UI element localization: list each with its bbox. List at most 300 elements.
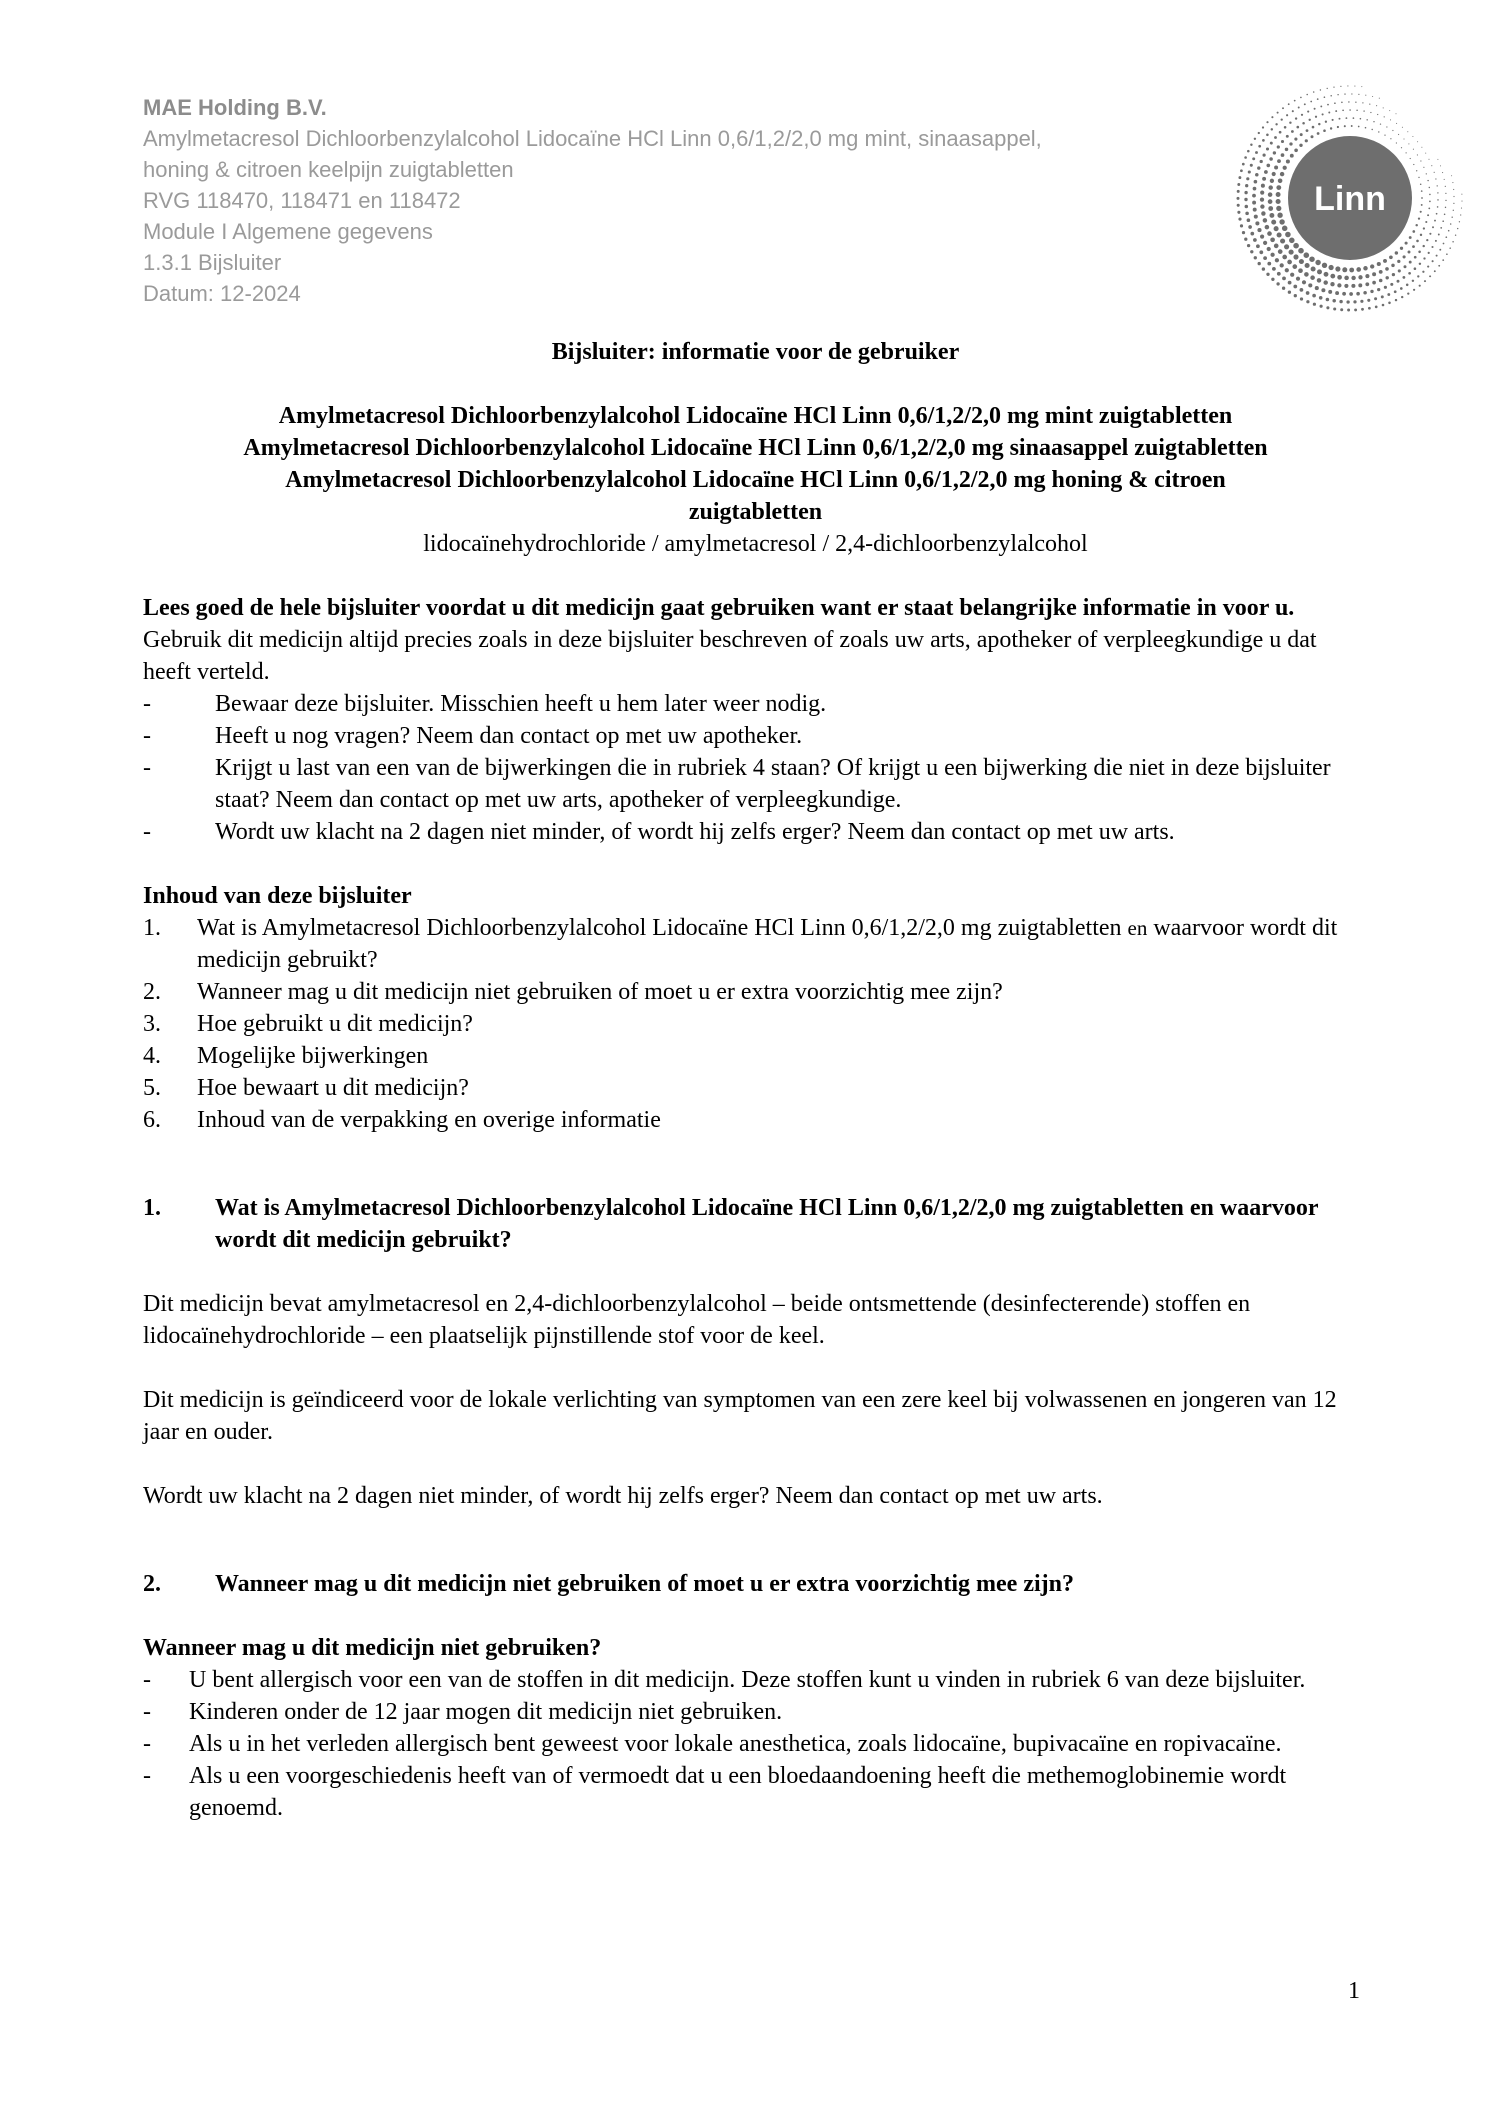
logo-dot [1282,287,1285,290]
logo-dot [1289,238,1295,244]
logo-dot [1412,230,1415,233]
logo-dot [1300,297,1303,300]
logo-dot [1257,228,1261,232]
logo-dot [1317,98,1319,100]
logo-dot [1398,269,1401,272]
logo-dot [1416,170,1417,171]
logo-dot [1403,138,1404,139]
logo-dot [1307,111,1309,113]
logo-dot [1437,199,1439,201]
logo-dot [1377,288,1380,291]
logo-dot [1435,178,1436,179]
logo-dot [1432,226,1434,228]
logo-dot [1253,238,1257,242]
logo-dot [1356,267,1361,272]
logo-dot [1390,283,1393,286]
logo-dot [1308,283,1312,287]
logo-dot [1421,204,1423,206]
logo-dot [1461,194,1462,195]
logo-dot [1406,152,1407,153]
logo-dot [1262,177,1266,181]
logo-dot [1379,279,1383,283]
intro-warning: Lees goed de hele bijsluiter voordat u dit medicijn gaat gebruiken want er staat belangrijke informatie in voor u. [143,595,1295,621]
logo-dot [1255,221,1259,225]
logo-dot [1262,126,1264,128]
logo-dot [1453,196,1454,197]
logo-dot [1333,307,1336,310]
logo-dot [1268,192,1273,197]
logo-dot [1388,302,1391,305]
logo-dot [1268,185,1272,189]
logo-dot [1296,126,1299,129]
logo-dot [1358,126,1360,128]
logo-dot [1400,247,1403,250]
logo-dot [1320,105,1322,107]
dash-marker: - [143,723,151,749]
logo-dot [1294,100,1296,102]
logo-dot [1345,117,1347,119]
logo-dot [1304,272,1309,277]
logo-dot [1384,286,1387,289]
logo-dot [1244,198,1247,201]
dash-marker: - [143,1731,151,1757]
logo-dot [1394,290,1397,293]
logo-dot [1429,201,1431,203]
intro-text: Gebruik dit medicijn altijd precies zoals in deze bijsluiter beschreven of zoals uw arts, apotheker of verpleegkundige u dat heeft verteld. [143,627,1317,685]
logo-dot [1385,267,1389,271]
logo-dot [1445,193,1446,194]
logo-dot [1277,112,1279,114]
logo-dot [1395,251,1398,254]
logo-dot [1285,148,1288,151]
logo-dot [1413,289,1415,291]
header-date: Datum: 12-2024 [143,281,301,306]
logo-dot [1376,105,1377,106]
logo-dot [1443,243,1445,245]
logo-dot [1344,125,1346,127]
list-item-text: U bent allergisch voor een van de stoffen in dit medicijn. Deze stoffen kunt u vinden in rubriek 6 van deze bijsluiter. [189,1667,1306,1693]
logo-dot [1274,244,1279,249]
logo-dot [1372,281,1376,285]
logo-dot [1349,109,1351,111]
logo-dot [1244,156,1247,159]
logo-dot [1406,284,1409,287]
logo-dot [1369,103,1370,104]
item-text: Hoe gebruikt u dit medicijn? [197,1011,473,1037]
logo-dot [1347,309,1350,312]
logo-dot [1257,166,1260,169]
logo-dot [1404,265,1407,268]
logo-dot [1278,249,1283,254]
logo-dot [1299,144,1302,147]
logo-dot [1267,262,1271,266]
contents-list [143,912,1368,1136]
logo-dot [1384,134,1385,135]
logo-dot [1360,300,1363,303]
logo-dot [1377,114,1378,115]
item-text: Mogelijke bijwerkingen [197,1043,429,1069]
logo-dot [1337,275,1342,280]
logo-dot [1309,256,1315,262]
logo-dot [1372,272,1376,276]
logo-dot [1289,142,1292,145]
logo-dot [1304,252,1310,258]
logo-dot [1240,224,1243,227]
logo-dot [1429,194,1431,196]
logo-dot [1266,273,1269,276]
logo-dot [1282,107,1284,109]
logo-dot [1261,211,1265,215]
logo-dot [1432,260,1434,262]
logo-dot [1250,232,1254,236]
logo-dot [1437,159,1438,160]
logo-dot [1306,291,1310,295]
logo-dot [1291,130,1294,133]
logo-dot [1407,131,1408,132]
logo-dot [1271,278,1274,281]
logo-dot [1306,129,1309,132]
logo-dot [1407,292,1409,294]
logo-dot [1266,134,1269,137]
dash-marker: - [143,1763,151,1789]
item-text-continued: waarvoor wordt dit medicijn gebruikt? [197,915,1338,973]
logo-dot [1277,145,1280,148]
logo-dot [1317,269,1322,274]
logo-dot [1256,244,1260,248]
logo-dot [1344,93,1345,94]
logo-dot [1275,258,1279,262]
logo-dot [1446,253,1448,255]
logo-dot [1461,208,1462,209]
logo-dot [1298,268,1303,273]
section-1-paragraph-2: Dit medicijn is geïndiceerd voor de lokale verlichting van symptomen van een zere keel bij volwassenen en jongeren van 12 jaar en ouder. [143,1387,1337,1445]
logo-dot [1396,142,1397,143]
logo-dot [1346,300,1349,303]
logo-dot [1378,131,1379,132]
logo-dot [1302,122,1305,125]
logo-dot [1270,253,1274,257]
logo-dot [1417,275,1419,277]
dash-marker: - [143,1699,151,1725]
logo-dot [1429,275,1431,277]
contents-item-6 [143,1104,1368,1136]
contents-item-5 [143,1072,1368,1104]
page-number: 1 [1348,1978,1360,2004]
logo-dot [1403,255,1406,258]
logo-dot [1342,267,1347,272]
logo-dot [1254,138,1256,140]
logo-dot [1282,226,1288,232]
logo-dot [1283,166,1287,170]
logo-dot [1319,296,1323,300]
logo-dot [1400,287,1403,290]
logo-dot [1361,86,1362,87]
logo-dot [1365,127,1367,129]
logo-dot [1261,184,1265,188]
logo-text: Linn [1314,180,1386,218]
logo-dot [1438,234,1440,236]
logo-dot [1431,165,1432,166]
linn-logo-graphic [1230,78,1470,318]
logo-dot [1348,101,1349,102]
logo-dot [1382,304,1385,307]
logo-dot [1332,299,1335,302]
logo-dot [1295,117,1297,119]
logo-dot [1274,166,1278,170]
logo-dot [1347,85,1348,86]
logo-dot [1286,114,1288,116]
logo-dot [1337,126,1339,128]
logo-dot [1326,298,1330,302]
logo-dot [1424,280,1426,282]
intro-bullet-list [143,688,1368,848]
logo-dot [1353,300,1356,303]
logo-dot [1244,238,1247,241]
logo-dot [1266,147,1269,150]
logo-dot [1409,236,1412,239]
list-item [143,1728,1368,1760]
logo-dot [1246,177,1249,180]
logo-dot [1286,135,1289,138]
logo-dot [1324,272,1329,277]
logo-dot [1437,206,1439,208]
logo-dot [1264,170,1268,174]
logo-dot [1277,272,1281,276]
logo-dot [1285,268,1289,272]
logo-dot [1237,211,1240,214]
logo-dot [1418,251,1421,254]
logo-dot [1426,239,1428,241]
logo-dot [1268,199,1273,204]
logo-dot [1245,184,1248,187]
logo-dot [1355,102,1356,103]
logo-dot [1442,259,1444,261]
logo-dot [1282,277,1286,281]
logo-dot [1259,250,1263,254]
logo-dot [1276,192,1281,197]
logo-dot [1387,293,1390,296]
logo-dot [1413,149,1414,150]
logo-dot [1418,177,1419,178]
item-text: Inhoud van de verpakking en overige informatie [197,1107,661,1133]
logo-dot [1460,214,1461,215]
logo-dot [1315,260,1320,265]
item-text: Wat is Amylmetacresol Dichloorbenzylalcohol Lidocaïne HCl Linn 0,6/1,2/2,0 mg zuigtabletten [197,915,1122,941]
logo-dot [1263,154,1266,157]
logo-dot [1417,154,1418,155]
logo-dot [1425,153,1426,154]
logo-dot [1384,116,1385,117]
logo-dot [1328,290,1332,294]
logo-dot [1315,286,1319,290]
logo-dot [1262,267,1265,270]
logo-dot [1455,234,1456,235]
logo-dot [1304,103,1306,105]
logo-dot [1317,278,1322,283]
logo-dot [1444,214,1446,216]
logo-dot [1438,265,1440,267]
logo-dot [1263,241,1267,245]
contents-item-2 [143,976,1368,1008]
logo-dot [1288,291,1291,294]
logo-dot [1385,276,1388,279]
contents-item-1 [143,912,1368,976]
section-1-paragraph-3: Wordt uw klacht na 2 dagen niet minder, of wordt hij zelfs erger? Neem dan contact op met uw arts. [143,1483,1103,1509]
logo-dot [1416,240,1419,243]
section-number: 1. [143,1195,161,1221]
logo-dot [1330,127,1332,129]
list-item-text: Als u in het verleden allergisch bent geweest voor lokale anesthetica, zoals lidocaïne, bupivacaïne en ropivacaïne. [189,1731,1282,1757]
contents-item-4 [143,1040,1368,1072]
logo-dot [1292,110,1294,112]
logo-dot [1266,164,1270,168]
logo-dot [1453,189,1454,190]
logo-dot [1253,208,1257,212]
dash-marker: - [143,755,151,781]
logo-dot [1440,165,1441,166]
logo-dot [1285,232,1291,238]
logo-dot [1414,267,1417,270]
leaflet-title: Bijsluiter: informatie voor de gebruiker [551,339,960,365]
logo-dot [1284,126,1287,129]
logo-dot [1360,118,1362,120]
list-item [143,1760,1368,1824]
logo-dot [1423,167,1424,168]
logo-dot [1420,211,1422,213]
logo-dot [1377,262,1381,266]
logo-dot [1310,275,1315,280]
logo-dot [1306,94,1308,96]
logo-dot [1335,110,1337,112]
section-2-heading [143,1568,1368,1600]
logo-dot [1409,261,1412,264]
logo-dot [1265,225,1270,230]
logo-dot [1339,118,1341,120]
logo-dot [1420,183,1422,185]
logo-dot [1271,116,1273,118]
logo-dot [1262,139,1265,142]
logo-dot [1312,126,1315,129]
logo-dot [1277,232,1282,237]
logo-dot [1313,91,1315,93]
logo-dot [1390,119,1391,120]
logo-dot [1356,292,1360,296]
logo-dot [1421,147,1422,148]
logo-dot [1242,231,1245,234]
logo-dot [1335,291,1339,295]
logo-dot [1429,233,1431,235]
dash-marker: - [143,1667,151,1693]
logo-dot [1278,178,1283,183]
logo-dot [1301,114,1303,116]
logo-dot [1288,103,1290,105]
logo-dot [1386,126,1387,127]
logo-dot [1437,185,1438,186]
logo-dot [1452,241,1454,243]
logo-dot [1451,175,1452,176]
logo-dot [1354,308,1357,311]
logo-dot [1408,251,1411,254]
logo-dot [1276,282,1279,285]
logo-dot [1401,147,1402,148]
logo-dot [1287,260,1292,265]
logo-dot [1434,270,1436,272]
logo-dot [1449,247,1451,249]
logo-dot [1402,276,1405,279]
logo-dot [1444,179,1445,180]
logo-dot [1289,121,1291,123]
logo-dot [1300,97,1302,99]
logo-dot [1247,244,1250,247]
logo-dot [1320,305,1323,308]
logo-dot [1428,159,1429,160]
logo-dot [1270,142,1273,145]
logo-dot [1238,218,1241,221]
logo-dot [1248,170,1251,173]
logo-dot [1250,164,1253,167]
logo-dot [1260,160,1263,163]
logo-dot [1258,132,1260,134]
logo-dot [1280,263,1284,267]
logo-dot [1342,109,1344,111]
logo-dot [1349,292,1353,296]
logo-dot [1381,295,1384,298]
logo-dot [1274,136,1277,139]
logo-dot [1344,276,1349,281]
logo-dot [1268,206,1273,211]
logo-dot [1358,275,1362,279]
logo-dot [1440,227,1442,229]
logo-dot [1271,128,1273,130]
logo-dot [1379,98,1380,99]
logo-dot [1293,285,1297,289]
logo-dot [1423,245,1425,247]
contents-item-3 [143,1008,1368,1040]
logo-dot [1370,112,1371,113]
logo-dot [1428,252,1430,254]
logo-dot [1353,117,1355,119]
logo-dot [1254,215,1258,219]
logo-dot [1390,138,1391,139]
logo-dot [1277,213,1282,218]
list-item [143,816,1368,848]
logo-dot [1344,284,1348,288]
document-body [143,336,1368,1824]
company-name: MAE Holding B.V. [143,95,327,120]
logo-dot [1421,190,1423,192]
section-title: Wanneer mag u dit medicijn niet gebruiken of moet u er extra voorzichtig mee zijn? [215,1571,1074,1597]
logo-dot [1412,280,1414,282]
logo-dot [1412,245,1415,248]
logo-dot [1380,123,1381,124]
logo-dot [1237,204,1240,207]
logo-dot [1263,218,1268,223]
logo-dot [1427,180,1428,181]
logo-dot [1293,243,1299,249]
logo-dot [1305,263,1310,268]
logo-dot [1266,121,1268,123]
logo-dot [1431,246,1433,248]
logo-dot [1356,110,1358,112]
logo-dot [1351,284,1355,288]
item-number: 1. [143,915,161,941]
logo-dot [1252,157,1255,160]
logo-dot [1426,173,1427,174]
logo-dot [1419,263,1421,265]
logo-dot [1320,89,1321,90]
logo-dot [1323,280,1327,284]
logo-dot [1244,191,1247,194]
